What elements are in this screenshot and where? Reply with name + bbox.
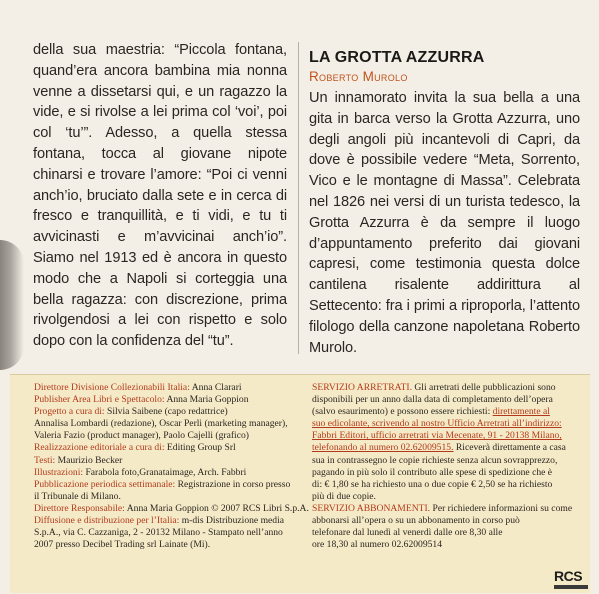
credit-line: [312, 418, 568, 430]
credit-label: Illustrazioni:: [34, 466, 84, 478]
credit-line: [34, 418, 296, 430]
credit-value: Gli arretrati delle pubblicazioni sono: [414, 382, 556, 393]
credit-value: Anna Clarari: [191, 382, 242, 393]
credit-value: Valeria Fazio (product manager), Paolo Cajelli (grafico): [34, 430, 249, 442]
credit-value: Editing Group Srl: [166, 442, 236, 454]
credit-line: [34, 394, 296, 406]
rcs-logo: RCS: [554, 568, 583, 584]
credit-line: [34, 442, 296, 454]
credit-value: (salvo esaurimento) e possono essere richiesti:: [312, 406, 491, 418]
credits-right: [312, 382, 573, 551]
credit-line: [312, 491, 568, 503]
credit-line: [312, 394, 568, 406]
credit-value: S.p.A., via C. Cazzaniga, 2 - 20132 Milano - Stampato nell’anno: [34, 527, 283, 539]
credit-label: Direttore Divisione Collezionabili Italia:: [34, 382, 190, 393]
credit-line: [312, 455, 568, 467]
credit-value: Farabola foto,Granataimage, Arch. Fabbri: [85, 466, 247, 478]
credit-value: più di due copie.: [312, 490, 376, 502]
credit-highlight: direttamente al: [492, 406, 550, 418]
credit-label: Publisher Area Libri e Spettacolo:: [34, 394, 165, 406]
credit-line: [312, 515, 568, 527]
left-column: [33, 40, 287, 352]
column-divider: [298, 42, 299, 354]
credit-value: di: € 1,80 se ha richiesto una o due copie € 2,50 se ha richiesto: [312, 478, 553, 490]
credit-line: [312, 442, 568, 454]
credit-label: Testi:: [34, 454, 56, 466]
credit-line: [312, 382, 568, 394]
credit-line: [34, 491, 296, 503]
credit-value: pagando in più solo il contributo alle spese di spedizione che è: [312, 466, 553, 478]
credit-line: [34, 455, 296, 467]
right-column: [309, 48, 580, 358]
credit-label: SERVIZIO ABBONAMENTI.: [312, 502, 431, 514]
credit-line: [34, 479, 296, 491]
credit-value: Anna Maria Goppion © 2007 RCS Libri S.p.A.: [126, 502, 309, 514]
song-author: Roberto Murolo: [309, 69, 408, 84]
left-column-text: della sua maestria: “Piccola fontana, quand’era ancora bambina mia nonna venne a dissetarsi qui, e un ragazzo la vide, e si rivolse a lei prima col ‘voi’, poi col ‘tu’”. Adesso, a quella stessa fontana, tocca al giovane nipote chinarsi e trovare l’amore: “Poi ci venni anch’io, bruciato dalla sete e in cerca di fresco e tranquillità, e ti vidi, e tu ti avvicinasti e m’avvicinai anch’io”. Siamo nel 1913 ed è ancora in questo modo che a Napoli si corteggia una bella ragazza: con discrezione, prima rivolgendosi a lei con rispetto e solo dopo con la confidenza del “tu”.: [33, 42, 287, 350]
credit-value: 2007 presso Decibel Trading srl Lainate (Mi).: [34, 539, 211, 551]
credit-line: [34, 527, 296, 539]
credit-value: abbonarsi all’opera o su un abbonamento in corso può: [312, 515, 520, 527]
credit-line: [34, 539, 296, 551]
credits-left: [34, 382, 309, 551]
credit-line: [312, 406, 568, 418]
credit-value: m-dis Distribuzione media: [181, 515, 285, 527]
credit-label: Realizzazione editoriale a cura di:: [34, 442, 165, 454]
credit-value: Maurizio Becker: [57, 454, 123, 466]
credit-value: telefonare dal lunedì al venerdì dalle ore 8,30 alle: [312, 527, 503, 539]
credit-highlight: telefonando al numero 02.62009515.: [312, 442, 454, 454]
credit-label: Diffusione e distribuzione per l’Italia:: [34, 515, 180, 527]
credit-line: [34, 502, 309, 515]
credit-value: Registrazione in corso presso: [177, 478, 291, 490]
adjacent-page-edge: [0, 240, 24, 370]
credit-highlight: Fabbri Editori, ufficio arretrati via Mecenate, 91 - 20138 Milano,: [312, 430, 562, 442]
credit-line: [312, 430, 568, 442]
credit-line: [312, 479, 568, 491]
credit-value: disponibili per un anno dalla data di completamento dell’opera: [312, 394, 553, 406]
credit-line: [34, 467, 296, 479]
credit-highlight: suo edicolante, scrivendo al nostro Ufficio Arretrati all’indirizzo:: [312, 418, 562, 430]
credit-line: [34, 515, 296, 527]
credit-line: [34, 406, 296, 418]
credit-line: [312, 502, 573, 515]
credit-value: sua in contrassegno le copie richieste senza alcun sovrapprezzo,: [312, 454, 558, 466]
song-title: LA GROTTA AZZURRA: [309, 49, 485, 66]
credit-label: SERVIZIO ARRETRATI.: [312, 382, 412, 393]
credit-value: ore 18,30 al numero 02.62009514: [312, 539, 443, 551]
credit-value: Annalisa Lombardi (redazione), Oscar Perli (marketing manager),: [34, 418, 288, 430]
credit-value: Silvia Saibene (capo redattrice): [107, 406, 228, 418]
rcs-logo-bar: [554, 585, 588, 589]
credit-line: [312, 527, 568, 539]
credit-value: Anna Maria Goppion: [166, 394, 249, 406]
credit-label: Pubblicazione periodica settimanale:: [34, 478, 176, 490]
credit-line: [312, 467, 568, 479]
credit-label: Direttore Responsabile:: [34, 502, 125, 514]
credit-line: [34, 430, 296, 442]
credit-value: Riceverà direttamente a casa: [455, 442, 566, 454]
credit-line: [312, 539, 568, 551]
credit-line: [34, 382, 296, 394]
credit-value: il Tribunale di Milano.: [34, 490, 121, 502]
right-column-text: Un innamorato invita la sua bella a una gita in barca verso la Grotta Azzurra, uno degli angoli più incantevoli di Capri, da dove è possibile vedere “Meta, Sorrento, Vico e le montagne di Massa”. Celebrata nel 1826 nei versi di un turista tedesco, la Grotta Azzurra è da sempre il luogo d’appuntamento preferito dai giovani capresi, come testimonia questa dolce cantilena risalente addirittura al Settecento: fra i primi a riproporla, l’attento filologo della canzone napoletana Roberto Murolo.: [309, 90, 580, 356]
credit-value: Per richiedere informazioni su come: [432, 502, 573, 514]
credit-label: Progetto a cura di:: [34, 406, 105, 418]
